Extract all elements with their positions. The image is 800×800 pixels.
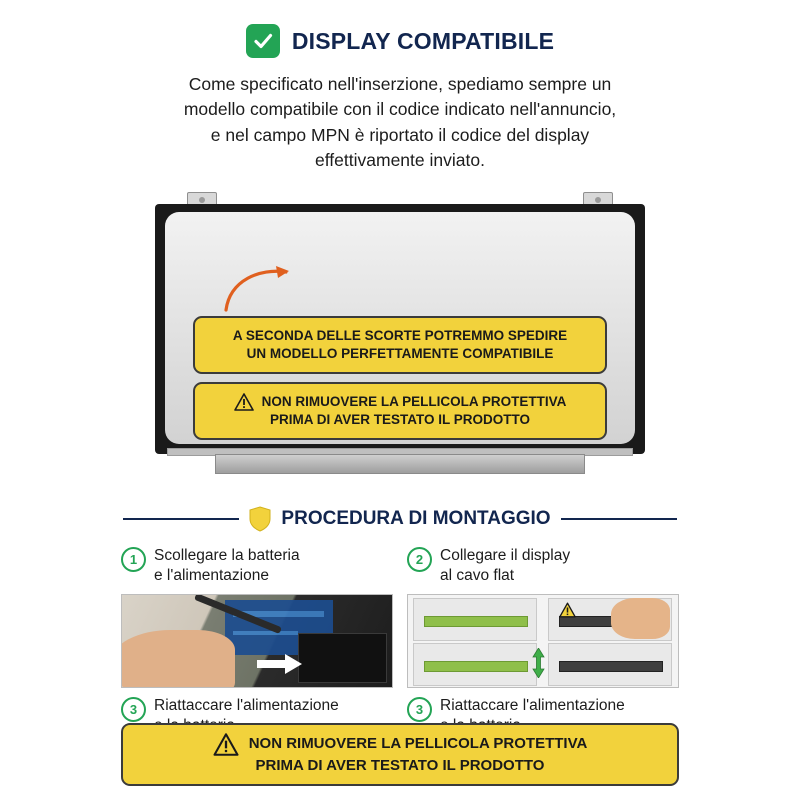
page-title: DISPLAY COMPATIBILE bbox=[291, 27, 555, 54]
connector-quadrant-tl bbox=[413, 598, 537, 641]
intro-line-3: e nel campo MPN è riportato il codice del display bbox=[210, 124, 590, 145]
step-1-line-2: e l'alimentazione bbox=[154, 566, 269, 584]
step-2-line-2: al cavo flat bbox=[440, 566, 515, 584]
laptop-internals-photo bbox=[121, 594, 393, 688]
bottom-banner-line-2: PRIMA DI AVER TESTATO IL PRODOTTO bbox=[255, 756, 545, 774]
white-arrow-icon bbox=[257, 654, 303, 674]
lcd-panel-bezel bbox=[155, 204, 645, 454]
callout-compatible-line-1: A SECONDA DELLE SCORTE POTREMMO SPEDIRE bbox=[232, 327, 568, 343]
step-2-line-1: Collegare il display bbox=[440, 546, 571, 564]
step-1-number: 1 bbox=[121, 547, 146, 572]
callout-warning-line-2: PRIMA DI AVER TESTATO IL PRODOTTO bbox=[269, 411, 530, 427]
warning-triangle-icon bbox=[559, 602, 576, 618]
connector-quadrant-br bbox=[548, 643, 672, 686]
content-column bbox=[115, 0, 685, 800]
flat-cable-connectors-photo bbox=[407, 594, 679, 688]
step-1 bbox=[121, 546, 393, 586]
header bbox=[115, 0, 685, 58]
up-down-arrow-icon bbox=[532, 648, 545, 678]
callout-compatible bbox=[193, 316, 607, 374]
procedure-section-header bbox=[123, 506, 677, 532]
connector-quadrant-bl bbox=[413, 643, 537, 686]
curved-arrow-icon bbox=[220, 260, 300, 315]
battery-region bbox=[298, 633, 386, 683]
step-1-text bbox=[154, 546, 300, 586]
step-2 bbox=[407, 546, 679, 586]
flat-connector-green-2 bbox=[424, 661, 528, 672]
left-margin bbox=[0, 0, 115, 800]
lcd-panel-screen bbox=[165, 212, 635, 444]
step-3-left-line-1: Riattaccare l'alimentazione bbox=[154, 696, 339, 714]
hand-region bbox=[121, 630, 235, 688]
panel-bottom-connector bbox=[215, 454, 585, 474]
callout-warning bbox=[193, 382, 607, 440]
step-3-right-number: 3 bbox=[407, 697, 432, 722]
intro-paragraph bbox=[123, 72, 677, 174]
shield-icon bbox=[249, 506, 271, 532]
procedure-title: PROCEDURA DI MONTAGGIO bbox=[281, 507, 551, 529]
callout-warning-line-1: NON RIMUOVERE LA PELLICOLA PROTETTIVA bbox=[261, 393, 567, 409]
intro-line-2: modello compatibile con il codice indicato nell'annuncio, bbox=[183, 99, 617, 120]
step-3-right-line-1: Riattaccare l'alimentazione bbox=[440, 696, 625, 714]
flat-connector-dark-2 bbox=[559, 661, 663, 672]
divider-left bbox=[123, 518, 239, 520]
step-1-line-1: Scollegare la batteria bbox=[154, 546, 300, 564]
right-margin bbox=[685, 0, 800, 800]
step-3-left-number: 3 bbox=[121, 697, 146, 722]
steps-grid bbox=[115, 546, 685, 737]
flat-connector-green-1 bbox=[424, 616, 528, 627]
bottom-warning-banner bbox=[121, 723, 679, 786]
check-badge-icon bbox=[246, 24, 280, 58]
callout-compatible-line-2: UN MODELLO PERFETTAMENTE COMPATIBILE bbox=[246, 345, 554, 361]
warning-triangle-icon bbox=[234, 393, 254, 411]
divider-right bbox=[561, 518, 677, 520]
step-2-number: 2 bbox=[407, 547, 432, 572]
intro-line-1: Come specificato nell'inserzione, spediamo sempre un bbox=[188, 74, 612, 94]
display-illustration bbox=[115, 192, 685, 492]
finger-region bbox=[611, 598, 670, 638]
intro-line-4: effettivamente inviato. bbox=[315, 150, 485, 171]
bottom-banner-line-1: NON RIMUOVERE LA PELLICOLA PROTETTIVA bbox=[248, 735, 588, 753]
step-2-text bbox=[440, 546, 570, 586]
warning-triangle-icon bbox=[213, 733, 239, 756]
